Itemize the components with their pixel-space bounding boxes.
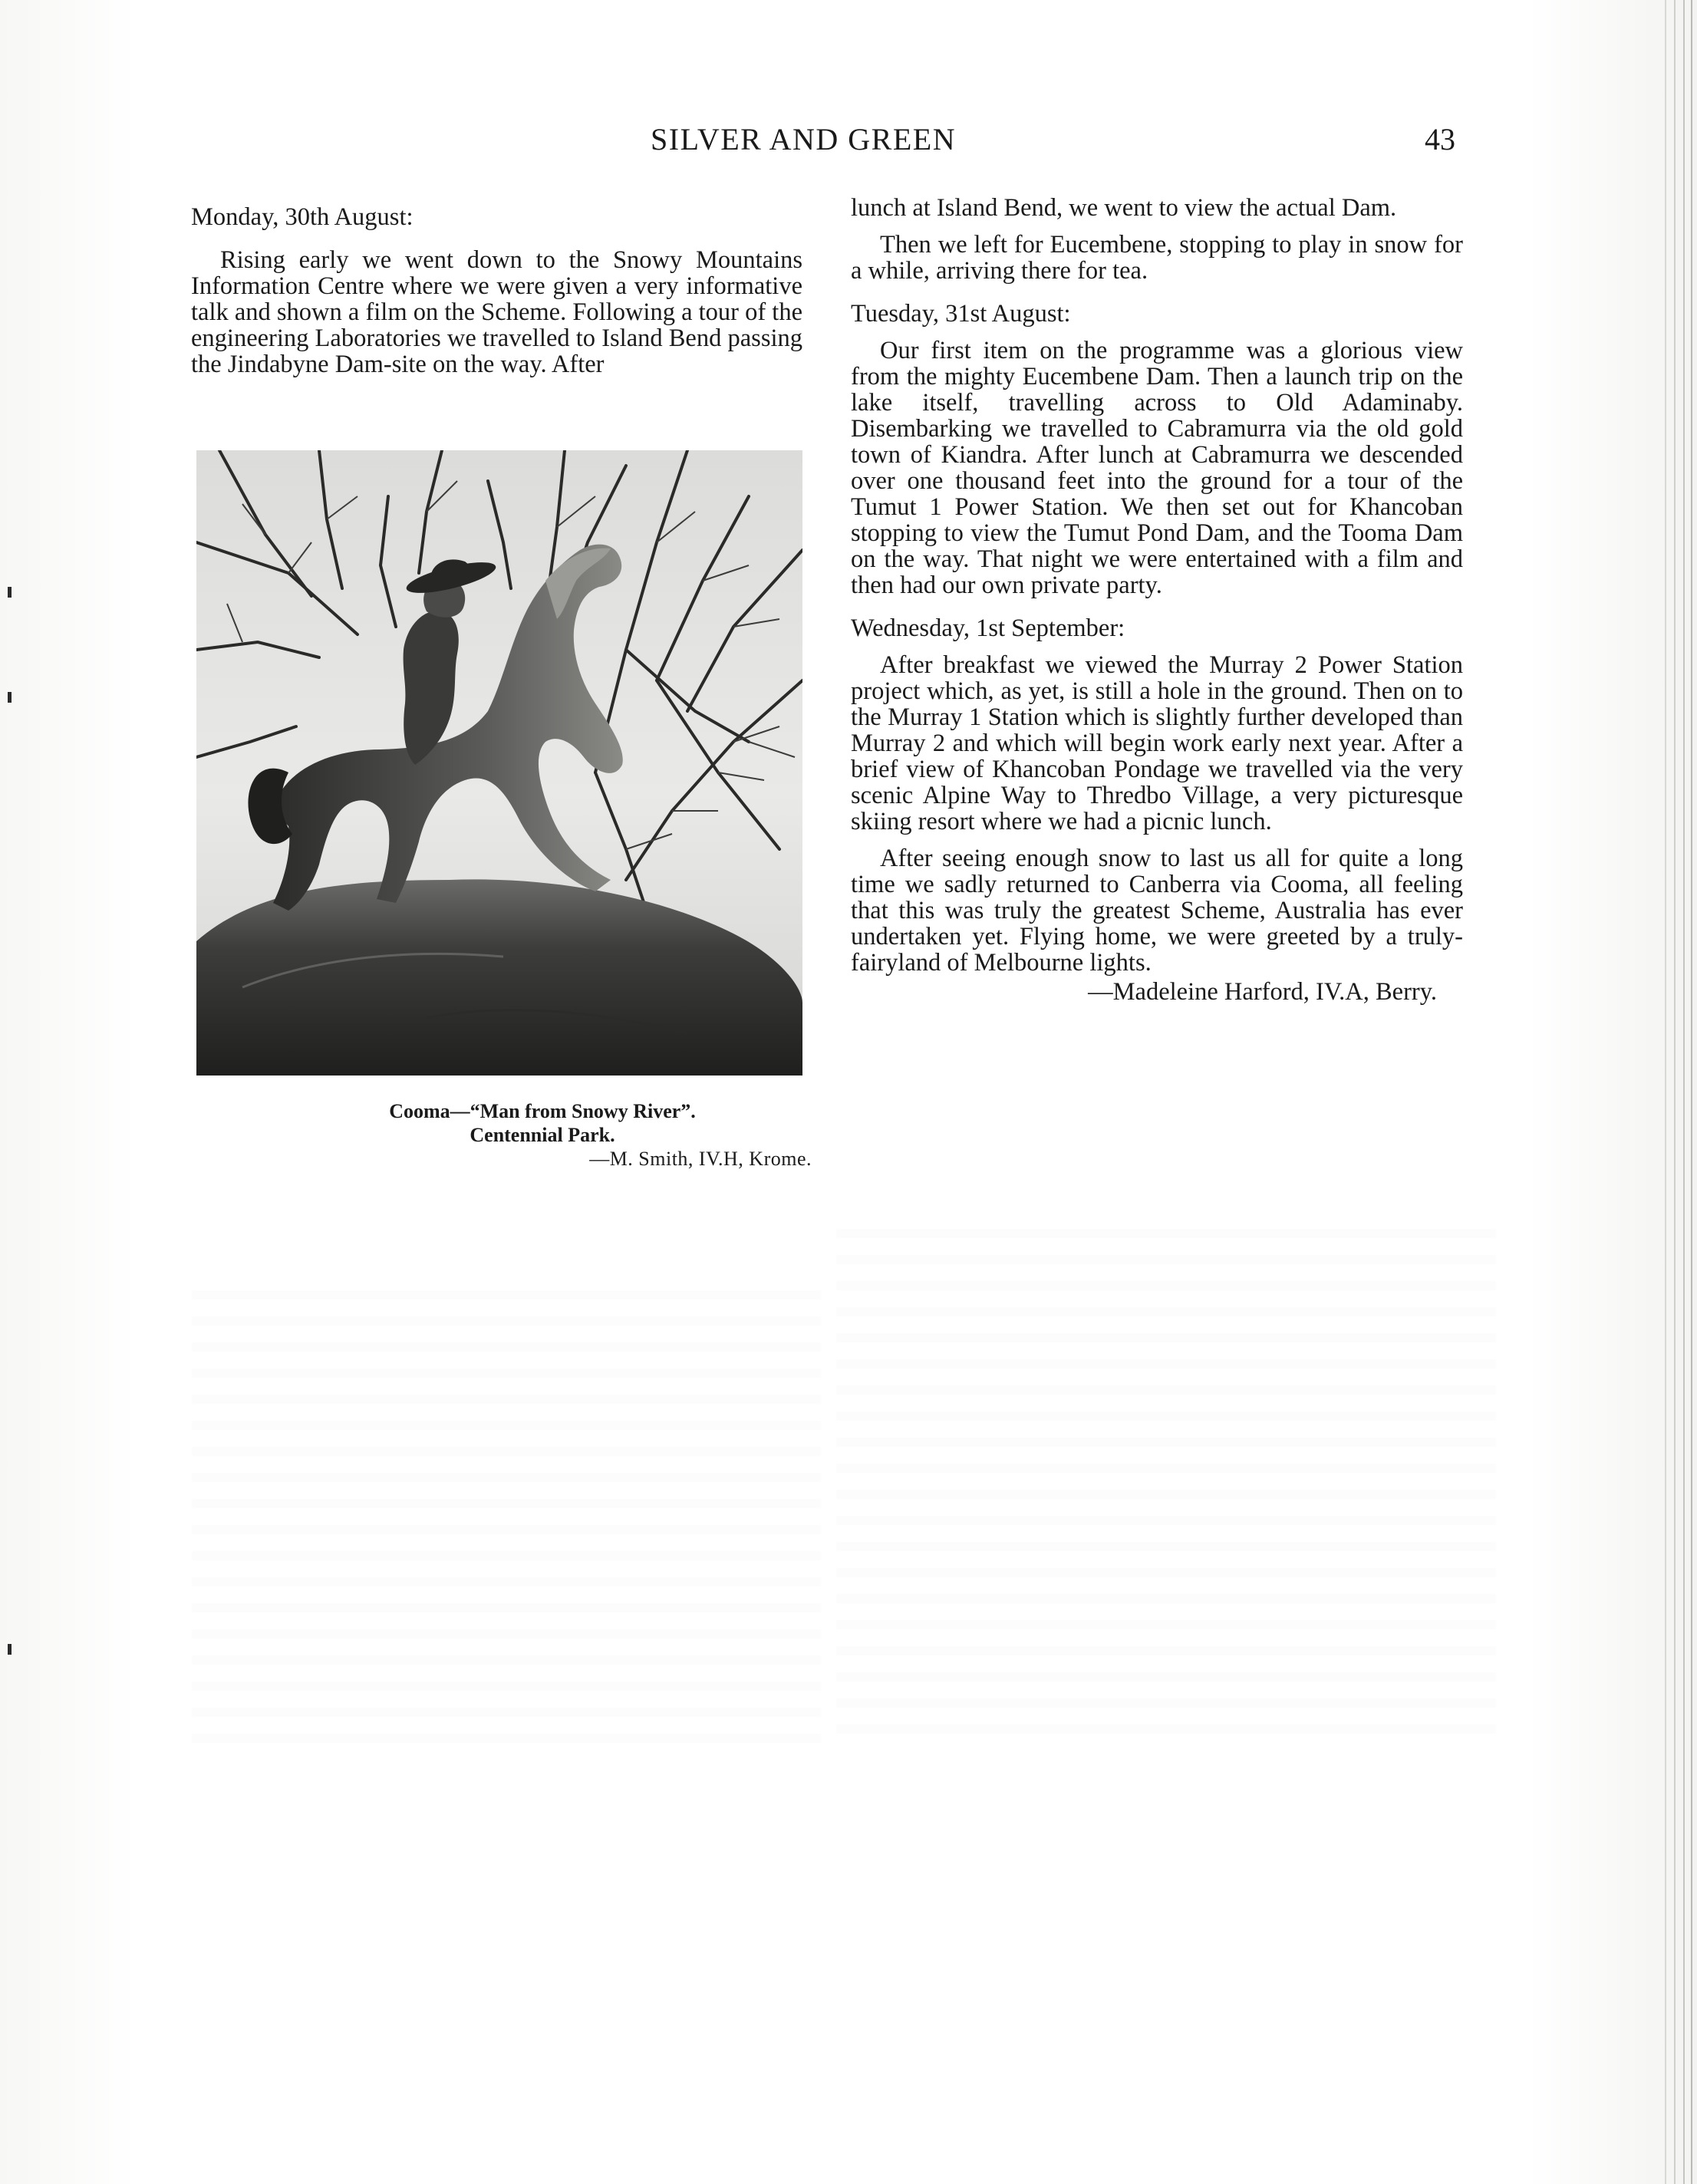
show-through-texture <box>836 1212 1496 1749</box>
binding-mark <box>8 1644 12 1655</box>
page-edge-line <box>1665 0 1666 2184</box>
left-column <box>191 204 802 377</box>
page-edge-line <box>1674 0 1676 2184</box>
date-heading-tuesday: Tuesday, 31st August: <box>851 300 1071 328</box>
page-edge-line <box>1683 0 1685 2184</box>
statue-photograph <box>196 450 802 1076</box>
caption-title: Cooma—“Man from Snowy River”. <box>389 1100 696 1122</box>
paragraph-final: After seeing enough snow to last us all for quite a long time we sadly returned to Canberra via Cooma, all feeling that this was truly the greatest Scheme, Australia has ever undertaken yet. Flying home, we were greeted by a truly-fairyland of Melbourne lights. <box>851 845 1463 977</box>
photo-credit: —M. Smith, IV.H, Krome. <box>589 1148 812 1170</box>
paragraph-tuesday: Our first item on the programme was a glorious view from the mighty Eucembene Dam. Then a launch trip on the lake itself, travelling across to Old Adaminaby. Disembarking we travelled to Cabramurra via the old gold town of Kiandra. After lunch at Cabramurra we descended over one thousand feet into the ground for a tour of the Tumut 1 Power Station. We then set out for Khancoban stopping to view the Tumut Pond Dam, and the Tooma Dam on the way. That night we were entertained with a film and then had our own private party. <box>851 337 1463 599</box>
date-heading-wednesday: Wednesday, 1st September: <box>851 614 1125 642</box>
caption-location: Centennial Park. <box>470 1124 615 1146</box>
paragraph-monday: Rising early we went down to the Snowy Mountains Information Centre where we were given a very informative talk and shown a film on the Scheme. Following a tour of the engineering Laboratories we travelled to Island Bend passing the Jindabyne Dam-site on the way. After <box>191 246 803 378</box>
show-through-texture <box>192 1273 821 1749</box>
page-number: 43 <box>1425 122 1455 156</box>
date-heading-monday: Monday, 30th August: <box>191 203 414 231</box>
running-head: SILVER AND GREEN <box>651 122 957 156</box>
paragraph-wednesday: After breakfast we viewed the Murray 2 Power Station project which, as yet, is still a hole in the ground. Then on to the Murray 1 Station which is slightly further developed than Murray 2 and which will begin work early next year. After a brief view of Khancoban Pondage we travelled via the very scenic Alpine Way to Thredbo Village, a very picturesque skiing resort where we had a picnic lunch. <box>851 651 1463 835</box>
photo-caption <box>230 1099 812 1171</box>
right-column <box>851 195 1463 1005</box>
binding-mark <box>8 692 12 703</box>
author-signature: —Madeleine Harford, IV.A, Berry. <box>1088 978 1437 1006</box>
paragraph-continuation: lunch at Island Bend, we went to view the actual Dam. <box>851 194 1397 222</box>
page-edge-line <box>1691 0 1692 2184</box>
paragraph-eucembene: Then we left for Eucembene, stopping to play in snow for a while, arriving there for tea. <box>851 231 1463 285</box>
binding-mark <box>8 587 12 598</box>
